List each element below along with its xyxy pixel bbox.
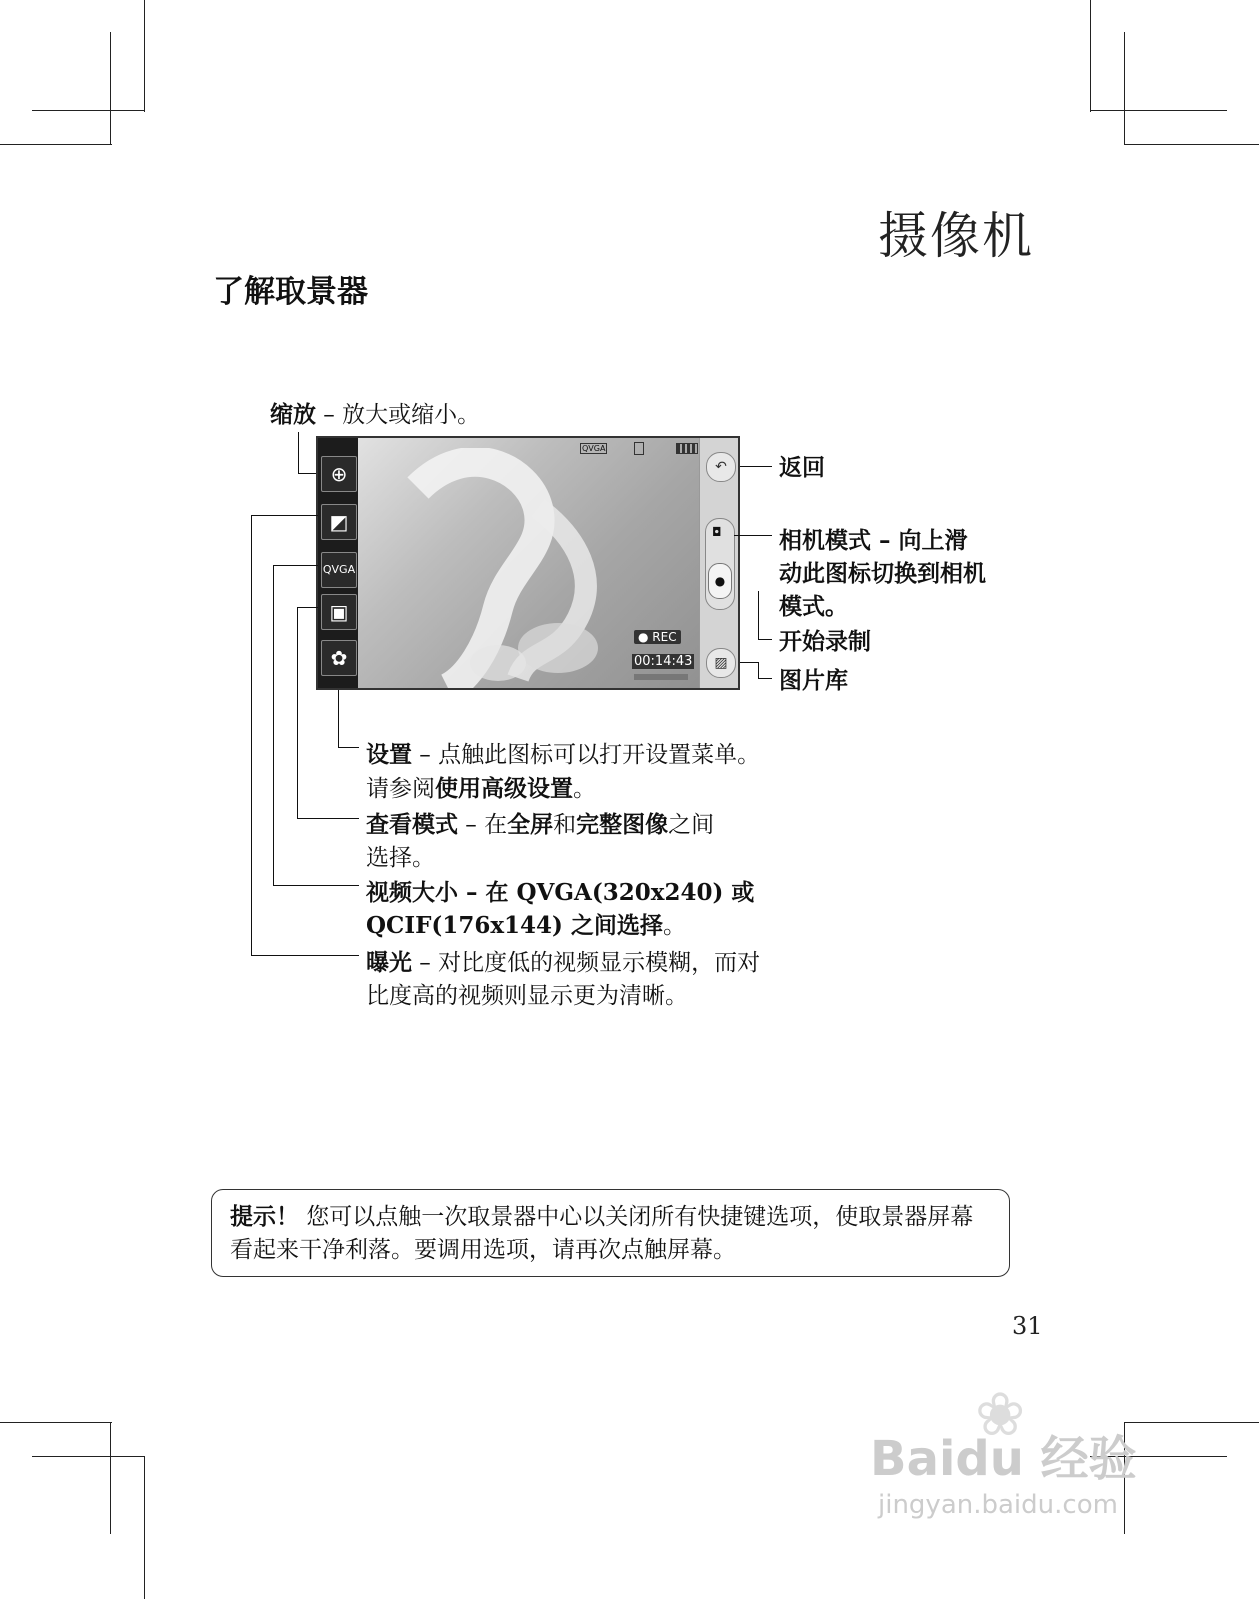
page-title: 摄像机 <box>878 207 1034 265</box>
exposure-term: 曝光 <box>366 949 412 976</box>
video-size-callout <box>366 876 754 943</box>
exposure-icon[interactable]: ◩ <box>321 504 357 540</box>
video-size-line1: 视频大小 – 在 QVGA(320x240) 或 <box>366 879 755 906</box>
crop-mark <box>32 1456 144 1457</box>
video-size-line2-post: 。 <box>662 913 686 939</box>
leader-line <box>758 639 772 640</box>
zoom-icon[interactable]: ⊕ <box>321 456 357 492</box>
gallery-icon[interactable]: ▨ <box>706 648 736 678</box>
leader-line <box>338 747 359 748</box>
settings-desc: – 点触此图标可以打开设置菜单。 <box>412 742 761 768</box>
camera-mode-line1: 相机模式 – 向上滑 <box>779 527 968 554</box>
leader-line <box>273 885 359 886</box>
camera-mode-line3: 模式。 <box>779 593 848 620</box>
crop-mark <box>144 0 145 112</box>
leader-line <box>298 473 318 474</box>
settings-ref-pre: 请参阅 <box>366 776 435 802</box>
tip-box <box>211 1189 1010 1277</box>
start-record-callout: 开始录制 <box>779 628 871 655</box>
video-size-line2: QCIF(176x144) 之间选择 <box>366 912 663 939</box>
mode-slider[interactable] <box>705 518 735 610</box>
view-mode-line2: 选择。 <box>366 845 435 871</box>
leader-line <box>338 690 339 748</box>
settings-callout <box>366 738 760 806</box>
right-toolbar <box>699 438 738 688</box>
exposure-desc: – 对比度低的视频显示模糊，而对 <box>412 950 761 976</box>
tip-line1: 您可以点触一次取景器中心以关闭所有快捷键选项，使取景器屏幕 <box>299 1204 974 1230</box>
settings-ref-post: 。 <box>573 776 596 802</box>
crop-mark <box>1124 1422 1259 1423</box>
record-icon[interactable]: ● <box>708 563 732 599</box>
view-mode-term: 查看模式 <box>366 811 458 838</box>
camera-mode-line2: 动此图标切换到相机 <box>779 560 986 587</box>
zoom-callout <box>270 398 480 432</box>
back-icon[interactable]: ↶ <box>706 452 736 482</box>
rec-label: REC <box>652 630 677 644</box>
leader-line <box>758 662 759 679</box>
crop-mark <box>0 1422 112 1423</box>
leader-line <box>297 607 298 819</box>
leader-line <box>758 591 759 639</box>
tip-label: 提示！ <box>230 1203 299 1230</box>
leader-line <box>251 515 252 956</box>
watermark-brand: Baidu 经验 <box>870 1431 1137 1487</box>
view-mode-full: 全屏 <box>507 811 554 838</box>
exposure-line2: 比度高的视频则显示更为清晰。 <box>366 983 688 1009</box>
watermark-url: jingyan.baidu.com <box>878 1490 1118 1520</box>
crop-mark <box>110 32 111 144</box>
crop-mark <box>110 1422 111 1534</box>
calla-lily-image <box>378 448 638 688</box>
crop-mark <box>1124 32 1125 144</box>
record-timer: 00:14:43 <box>634 654 693 669</box>
section-heading: 了解取景器 <box>213 274 368 310</box>
view-mode-icon[interactable]: ▣ <box>321 594 357 630</box>
zoom-desc: – 放大或缩小。 <box>316 402 481 428</box>
tip-line2: 看起来干净利落。要调用选项，请再次点触屏幕。 <box>230 1237 736 1263</box>
leader-line <box>251 955 359 956</box>
memory-icon <box>634 442 644 455</box>
crop-mark <box>1124 144 1259 145</box>
view-mode-desc1: – 在 <box>458 812 508 838</box>
leader-line <box>298 432 299 474</box>
leader-line <box>734 535 772 536</box>
gallery-callout: 图片库 <box>779 667 848 694</box>
back-callout: 返回 <box>779 454 825 481</box>
exposure-callout <box>366 946 760 1013</box>
leader-line <box>273 565 318 566</box>
viewfinder-screen[interactable] <box>316 436 740 690</box>
leader-line <box>758 678 772 679</box>
crop-mark <box>1090 0 1091 112</box>
crop-mark <box>0 144 112 145</box>
leader-line <box>740 662 758 663</box>
leader-line <box>740 466 772 467</box>
leader-line <box>273 565 274 886</box>
view-mode-callout <box>366 808 714 875</box>
leader-line <box>297 818 359 819</box>
status-qvga-icon: QVGA <box>582 444 606 453</box>
leader-line <box>251 515 318 516</box>
settings-icon[interactable]: ✿ <box>321 640 357 676</box>
settings-ref-link: 使用高级设置 <box>435 775 573 802</box>
view-mode-whole: 完整图像 <box>576 811 669 838</box>
page-number: 31 <box>1012 1312 1043 1340</box>
settings-term: 设置 <box>366 741 412 768</box>
camera-mode-callout <box>779 524 986 623</box>
crop-mark <box>1090 110 1227 111</box>
rec-indicator: ● REC <box>634 630 681 644</box>
zoom-term: 缩放 <box>270 401 316 428</box>
left-toolbar <box>318 438 358 688</box>
crop-mark <box>144 1456 145 1599</box>
battery-icon <box>676 443 698 454</box>
video-size-icon[interactable]: QVGA <box>321 552 357 588</box>
tip-text <box>230 1200 973 1267</box>
view-mode-mid: 和 <box>553 812 577 838</box>
crop-mark <box>32 110 144 111</box>
record-progress <box>634 674 688 680</box>
view-mode-desc2: 之间 <box>668 812 715 838</box>
paw-icon: ❀ <box>975 1380 1026 1450</box>
camera-mode-icon[interactable]: ◘ <box>712 525 722 539</box>
leader-line <box>297 607 318 608</box>
